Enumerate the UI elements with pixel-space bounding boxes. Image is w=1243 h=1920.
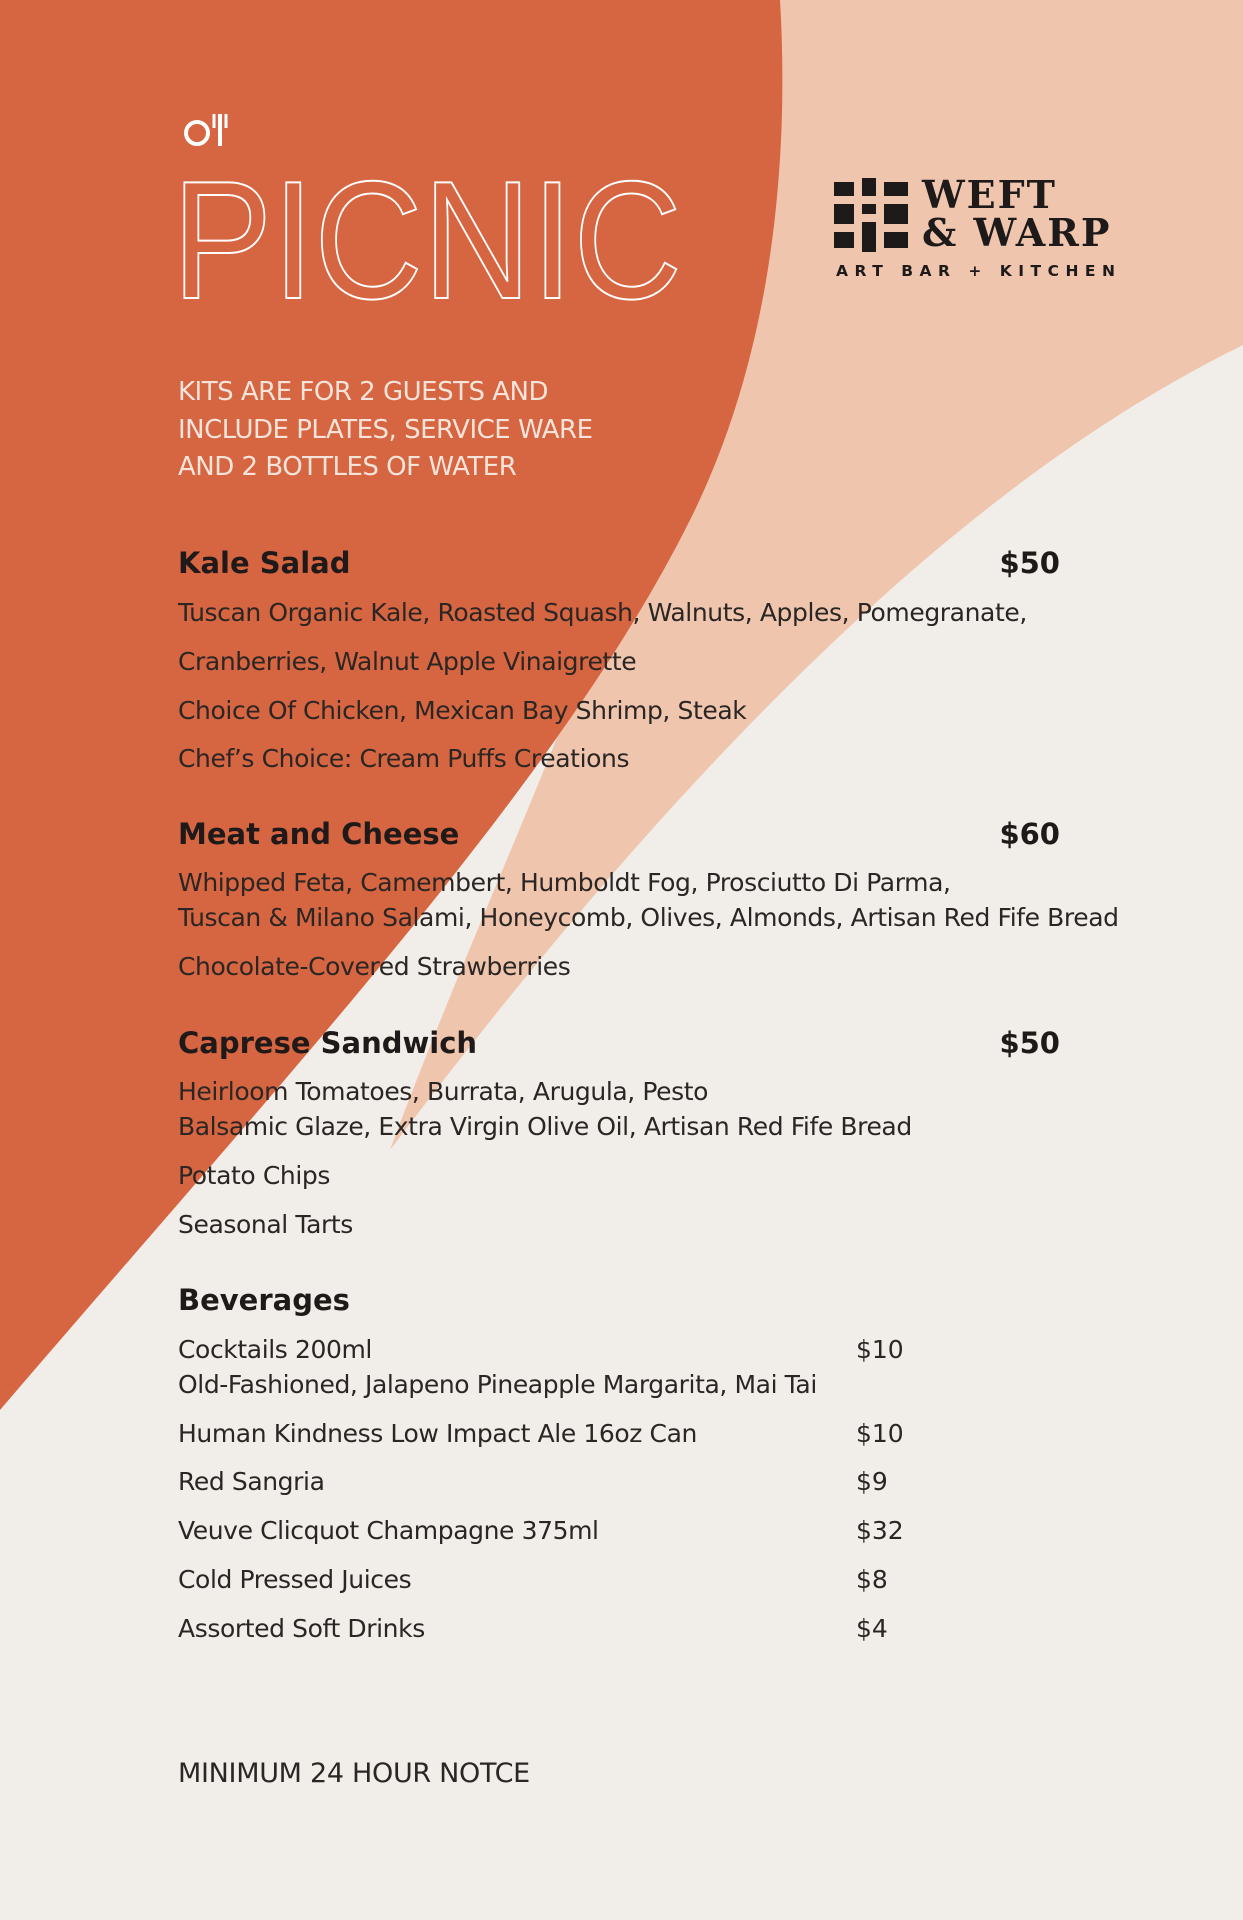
logo-line-2: & WARP <box>922 210 1112 255</box>
page-title <box>172 164 712 314</box>
beverage-name: Assorted Soft Drinks <box>178 1614 425 1643</box>
beverage-name: Cocktails 200ml <box>178 1335 372 1364</box>
beverage-price: $8 <box>856 1565 888 1594</box>
kale-salad-desc-line: Tuscan Organic Kale, Roasted Squash, Walnuts, Apples, Pomegranate, <box>178 598 1027 627</box>
intro-line: KITS ARE FOR 2 GUESTS AND <box>178 377 548 407</box>
kale-salad-desc-line: Choice Of Chicken, Mexican Bay Shrimp, Steak <box>178 696 747 725</box>
kale-salad-desc-line: Cranberries, Walnut Apple Vinaigrette <box>178 647 637 676</box>
kale-salad-title: Kale Salad <box>178 546 351 580</box>
meat-cheese-title: Meat and Cheese <box>178 817 460 851</box>
beverage-price: $32 <box>856 1516 904 1545</box>
meat-cheese-desc-line: Chocolate-Covered Strawberries <box>178 952 571 981</box>
caprese-desc-line: Heirloom Tomatoes, Burrata, Arugula, Pesto <box>178 1077 709 1106</box>
beverage-price: $4 <box>856 1614 888 1643</box>
meat-cheese-desc-line: Tuscan & Milano Salami, Honeycomb, Olives, Almonds, Artisan Red Fife Bread <box>178 903 1119 932</box>
beverage-detail: Old-Fashioned, Jalapeno Pineapple Margarita, Mai Tai <box>178 1370 817 1399</box>
caprese-title: Caprese Sandwich <box>178 1026 478 1060</box>
caprese-desc-line: Balsamic Glaze, Extra Virgin Olive Oil, Artisan Red Fife Bread <box>178 1112 912 1141</box>
meat-cheese-desc-line: Whipped Feta, Camembert, Humboldt Fog, Prosciutto Di Parma, <box>178 868 951 897</box>
beverage-name: Veuve Clicquot Champagne 375ml <box>178 1516 599 1545</box>
beverage-name: Human Kindness Low Impact Ale 16oz Can <box>178 1419 697 1448</box>
fork-and-spoon-icon <box>180 108 240 152</box>
beverage-price: $10 <box>856 1419 904 1448</box>
weft-warp-logo-icon <box>834 178 908 252</box>
minimum-notice-text: MINIMUM 24 HOUR NOTCE <box>178 1758 530 1789</box>
beverage-price: $9 <box>856 1467 888 1496</box>
caprese-desc-line: Potato Chips <box>178 1161 330 1190</box>
kale-salad-price: $50 <box>999 546 1060 580</box>
beverage-price: $10 <box>856 1335 904 1364</box>
intro-text <box>178 374 698 487</box>
logo-line-1: WEFT <box>922 172 1057 217</box>
beverage-name: Red Sangria <box>178 1467 325 1496</box>
caprese-desc-line: Seasonal Tarts <box>178 1210 353 1239</box>
logo-tagline: ART BAR + KITCHEN <box>836 262 1122 280</box>
caprese-price: $50 <box>999 1026 1060 1060</box>
intro-line: INCLUDE PLATES, SERVICE WARE <box>178 414 593 445</box>
beverages-heading: Beverages <box>178 1283 350 1317</box>
meat-cheese-price: $60 <box>999 817 1060 851</box>
beverage-name: Cold Pressed Juices <box>178 1565 412 1594</box>
title-text: PICNIC <box>172 164 682 314</box>
intro-line: AND 2 BOTTLES OF WATER <box>178 452 517 482</box>
kale-salad-desc-line: Chef’s Choice: Cream Puffs Creations <box>178 744 630 773</box>
